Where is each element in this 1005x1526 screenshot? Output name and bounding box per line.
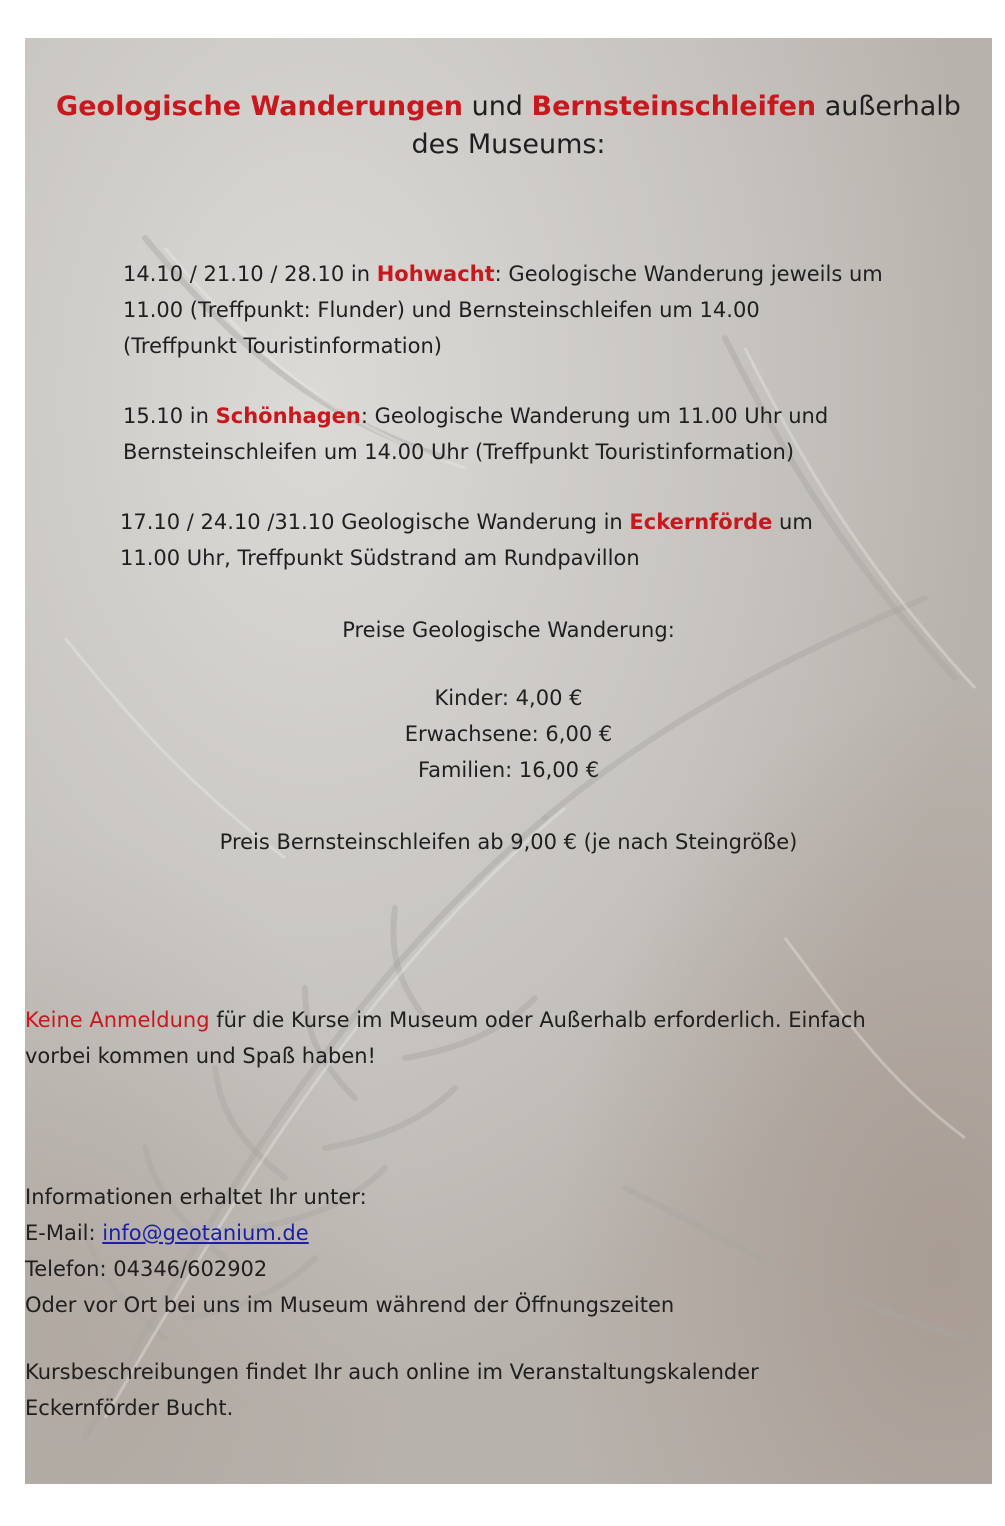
registration-highlight: Keine Anmeldung xyxy=(25,1008,210,1032)
flyer-sheet xyxy=(25,38,992,1484)
contact-onsite: Oder vor Ort bei uns im Museum während der Öffnungszeiten xyxy=(25,1293,675,1317)
event-eckernfoerde-line-2: 11.00 Uhr, Treffpunkt Südstrand am Rundpavillon xyxy=(120,546,640,570)
event-schoenhagen-place: Schönhagen xyxy=(215,404,361,428)
registration-text: für die Kurse im Museum oder Außerhalb erforderlich. Einfach xyxy=(209,1008,866,1032)
event-eckernfoerde-desc: um xyxy=(772,510,813,534)
title-connector: und xyxy=(463,91,532,122)
event-schoenhagen-desc: : Geologische Wanderung um 11.00 Uhr und xyxy=(360,404,829,428)
event-schoenhagen xyxy=(123,398,983,470)
event-hohwacht xyxy=(123,256,983,364)
contact-email-line xyxy=(25,1215,992,1251)
email-link[interactable]: info@geotanium.de xyxy=(102,1221,309,1245)
event-eckernfoerde-place: Eckernförde xyxy=(629,510,773,534)
event-schoenhagen-line-2: Bernsteinschleifen um 14.00 Uhr (Treffpunkt Touristinformation) xyxy=(123,440,795,464)
event-eckernfoerde xyxy=(120,504,980,576)
registration-line-2: vorbei kommen und Spaß haben! xyxy=(25,1044,376,1068)
price-adults: Erwachsene: 6,00 € xyxy=(404,722,613,746)
title-ausserhalb: außerhalb xyxy=(816,91,961,122)
online-line-1: Kursbeschreibungen findet Ihr auch online im Veranstaltungskalender xyxy=(25,1360,759,1384)
registration-note xyxy=(25,1002,992,1074)
event-hohwacht-line-2: 11.00 (Treffpunkt: Flunder) und Bernsteinschleifen um 14.00 xyxy=(123,298,760,322)
online-line-2: Eckernförder Bucht. xyxy=(25,1396,234,1420)
contact-intro: Informationen erhaltet Ihr unter: xyxy=(25,1185,367,1209)
event-schoenhagen-dates: 15.10 in xyxy=(123,404,216,428)
price-amber-grinding: Preis Bernsteinschleifen ab 9,00 € (je nach Steingröße) xyxy=(219,830,798,854)
prices-heading: Preise Geologische Wanderung: xyxy=(342,618,675,642)
email-label: E-Mail: xyxy=(25,1221,103,1245)
price-children: Kinder: 4,00 € xyxy=(434,686,583,710)
event-hohwacht-line-3: (Treffpunkt Touristinformation) xyxy=(123,334,442,358)
title-bernsteinschleifen: Bernsteinschleifen xyxy=(531,91,817,122)
title-line-2: des Museums: xyxy=(411,129,606,160)
contact-block xyxy=(25,1179,992,1323)
event-hohwacht-place: Hohwacht xyxy=(376,262,495,286)
online-note xyxy=(25,1354,992,1426)
flyer-content xyxy=(25,38,992,1484)
title-geologische-wanderungen: Geologische Wanderungen xyxy=(56,91,463,122)
event-hohwacht-desc: : Geologische Wanderung jeweils um xyxy=(494,262,883,286)
price-families: Familien: 16,00 € xyxy=(417,758,600,782)
event-hohwacht-dates: 14.10 / 21.10 / 28.10 in xyxy=(123,262,377,286)
flyer-title xyxy=(25,88,992,164)
contact-phone: Telefon: 04346/602902 xyxy=(25,1257,268,1281)
event-eckernfoerde-dates: 17.10 / 24.10 /31.10 Geologische Wanderung in xyxy=(120,510,630,534)
